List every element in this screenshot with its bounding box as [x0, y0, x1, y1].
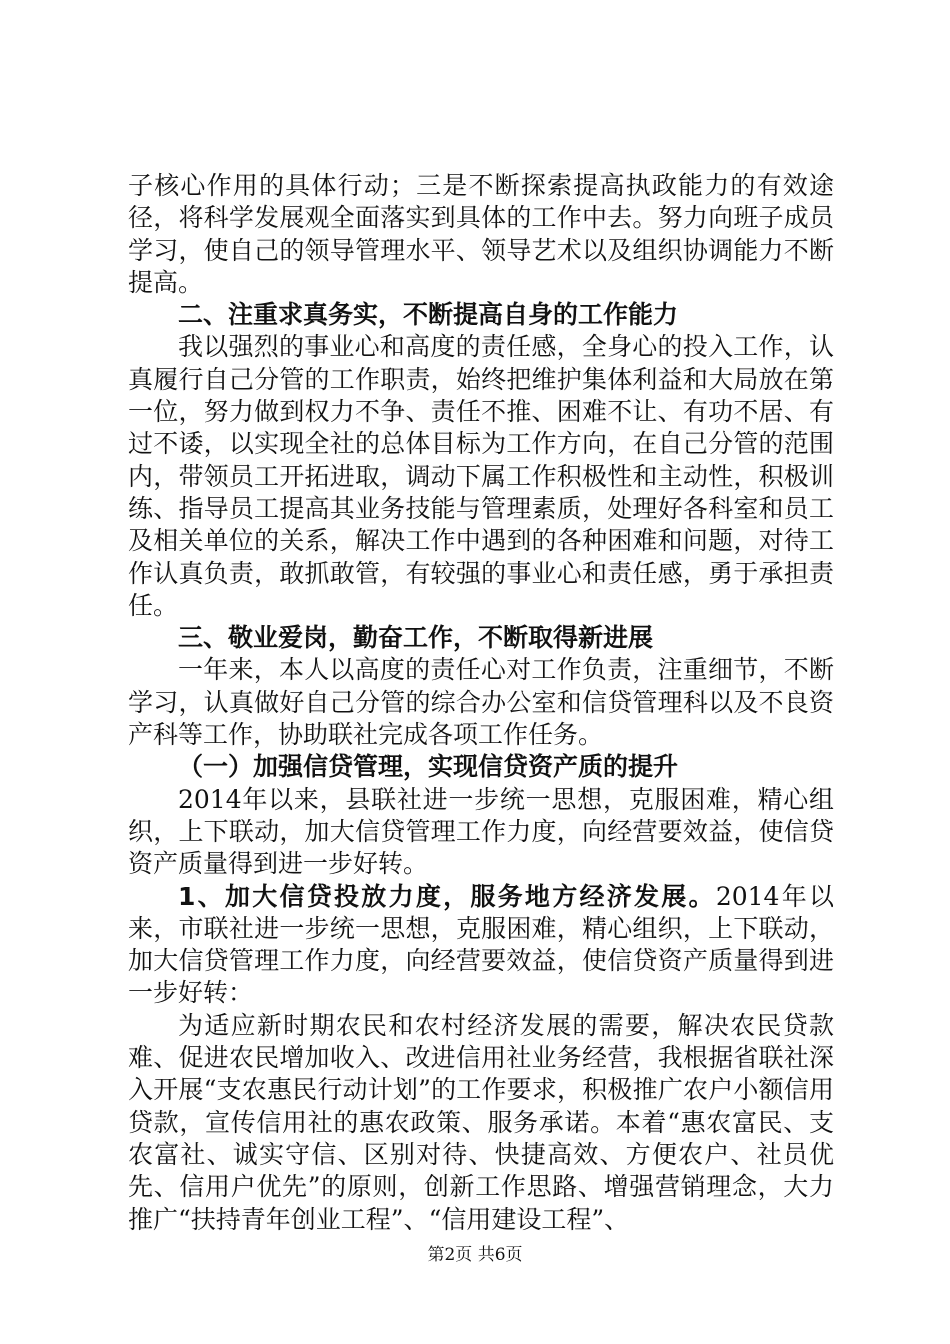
document-body [128, 170, 834, 1236]
page-number-footer: 第2页 共6页 [427, 1245, 523, 1265]
paragraph-credit-management: 2014年以来，县联社进一步统一思想，克服困难，精心组织，上下联动，加大信贷管理工作力度，向经营要效益，使信贷资产质量得到进一步好转。 [128, 784, 834, 879]
subsection-heading-1: （一）加强信贷管理，实现信贷资产质的提升 [178, 752, 679, 782]
paragraph-bold-lead: 1、加大信贷投放力度，服务地方经济发展。 [178, 881, 716, 911]
paragraph-farmer-loans: 为适应新时期农民和农村经济发展的需要，解决农民贷款难、促进农民增加收入、改进信用社业务经营，我根据省联社深入开展“支农惠民行动计划”的工作要求，积极推广农户小额信用贷款，宣传信用社的惠农政策、服务承诺。本着“惠农富民、支农富社、诚实守信、区别对待、快捷高效、方便农户、社员优先、信用户优先”的原则，创新工作思路、增强营销理念，大力推广“扶持青年创业工程”、“信用建设工程”、 [128, 1010, 834, 1234]
section-heading-3: 三、敬业爱岗，勤奋工作，不断取得新进展 [178, 623, 654, 653]
paragraph-credit-expansion [128, 881, 834, 1010]
paragraph-year-summary: 一年来，本人以高度的责任心对工作负责，注重细节，不断学习，认真做好自己分管的综合办公室和信贷管理科以及不良资产科等工作，协助联社完成各项工作任务。 [128, 655, 834, 750]
paragraph-body-text: 2014年以来，市联社进一步统一思想，克服困难，精心组织，上下联动，加大信贷管理工作力度，向经营要效益，使信贷资产质量得到进一步好转： [128, 881, 834, 1008]
section-heading-2: 二、注重求真务实，不断提高自身的工作能力 [178, 300, 679, 330]
paragraph-continuation: 子核心作用的具体行动；三是不断探索提高执政能力的有效途径，将科学发展观全面落实到具体的工作中去。努力向班子成员学习，使自己的领导管理水平、领导艺术以及组织协调能力不断提高。 [128, 171, 834, 297]
paragraph-work-attitude: 我以强烈的事业心和高度的责任感，全身心的投入工作，认真履行自己分管的工作职责，始终把维护集体利益和大局放在第一位，努力做到权力不争、责任不推、困难不让、有功不居、有过不诿，以实现全社的总体目标为工作方向，在自己分管的范围内，带领员工开拓进取，调动下属工作积极性和主动性，积极训练、指导员工提高其业务技能与管理素质，处理好各科室和员工及相关单位的关系，解决工作中遇到的各种困难和问题，对待工作认真负责，敢抓敢管，有较强的事业心和责任感，勇于承担责任。 [128, 332, 834, 620]
